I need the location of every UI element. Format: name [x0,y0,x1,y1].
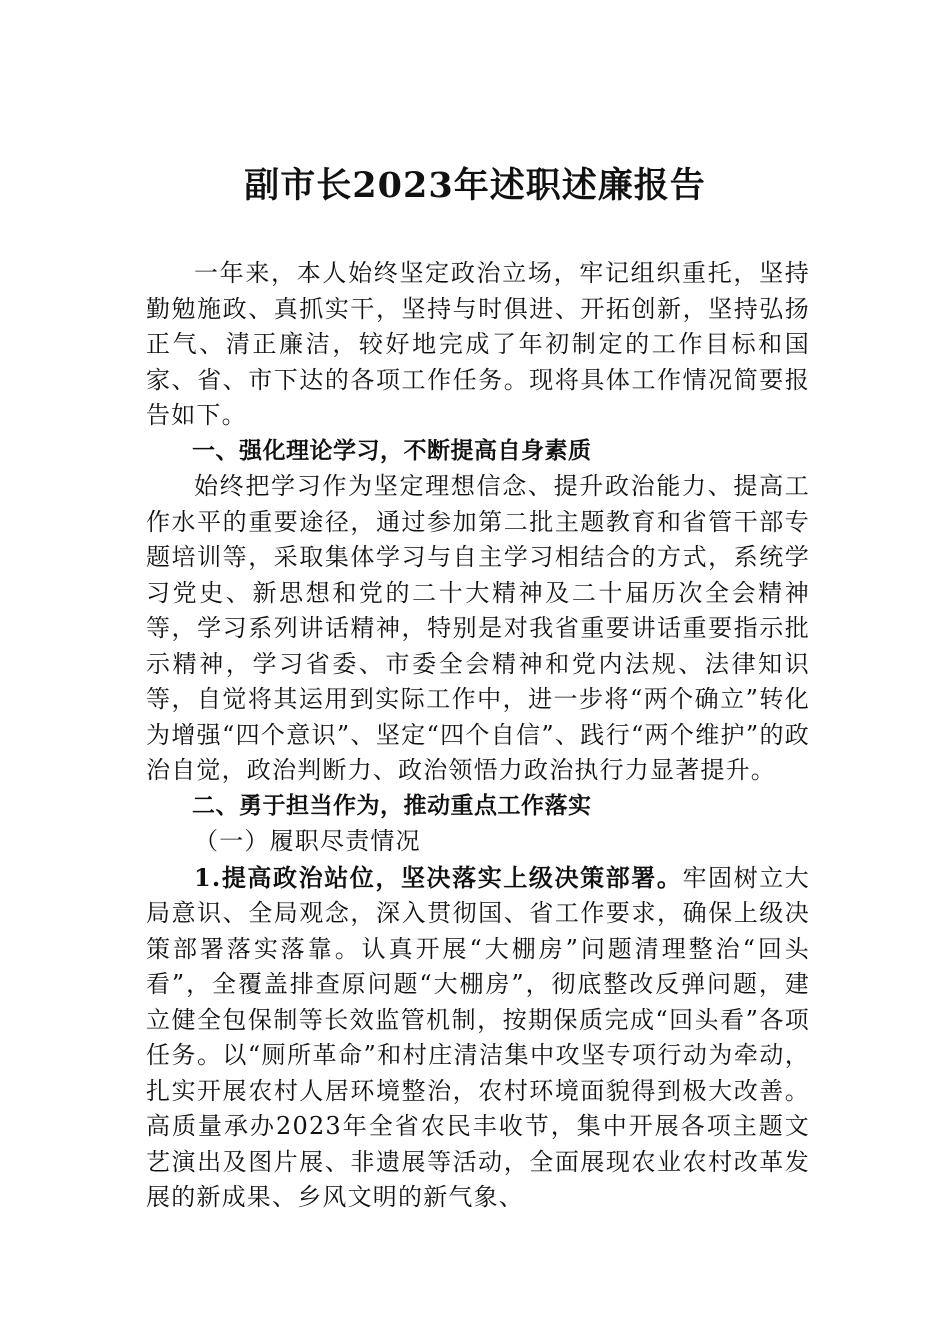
section-1-heading: 一、强化理论学习，不断提高自身素质 [192,437,592,464]
section-1-paragraph: 始终把学习作为坚定理想信念、提升政治能力、提高工作水平的重要途径，通过参加第二批主题教育和省管干部专题培训等，采取集体学习与自主学习相结合的方式，系统学习党史、新思想和党的二十大精神及二十届历次全会精神等，学习系列讲话精神，特别是对我省重要讲话重要指示批示精神，学习省委、市委全会精神和党内法规、法律知识等，自觉将其运用到实际工作中，进一步将“两个确立”转化为增强“四个意识”、坚定“四个自信”、践行“两个维护”的政治自觉，政治判断力、政治领悟力政治执行力显著提升。 [146,472,810,784]
item-1-text: 牢固树立大局意识、全局观念，深入贯彻国、省工作要求，确保上级决策部署落实落靠。认真开展“大棚房”问题清理整治“回头看”，全覆盖排查原问题“大棚房”，彻底整改反弹问题，建立健全包保制等长效监管机制，按期保质完成“回头看”各项任务。以“厕所革命”和村庄清洁集中攻坚专项行动为牵动，扎实开展农村人居环境整治，农村环境面貌得到极大改善。高质量承办2023年全省农民丰收节，集中开展各项主题文艺演出及图片展、非遗展等活动，全面展现农业农村改革发展的新成果、乡风文明的新气象、 [146,863,810,1211]
section-2-subheading: （一）履职尽责情况 [194,827,421,855]
document-title: 副市长2023年述职述廉报告 [244,165,706,206]
section-2-item-1 [146,860,810,1216]
intro-paragraph: 一年来，本人始终坚定政治立场，牢记组织重托，坚持勤勉施政、真抓实干，坚持与时俱进、开拓创新，坚持弘扬正气、清正廉洁，较好地完成了年初制定的工作目标和国家、省、市下达的各项工作任务。现将具体工作情况简要报告如下。 [146,259,810,429]
section-2-heading: 二、勇于担当作为，推动重点工作落实 [192,792,592,819]
item-1-lead: 1.提高政治站位，坚决落实上级决策部署。 [194,862,683,892]
document-body [146,256,810,1216]
